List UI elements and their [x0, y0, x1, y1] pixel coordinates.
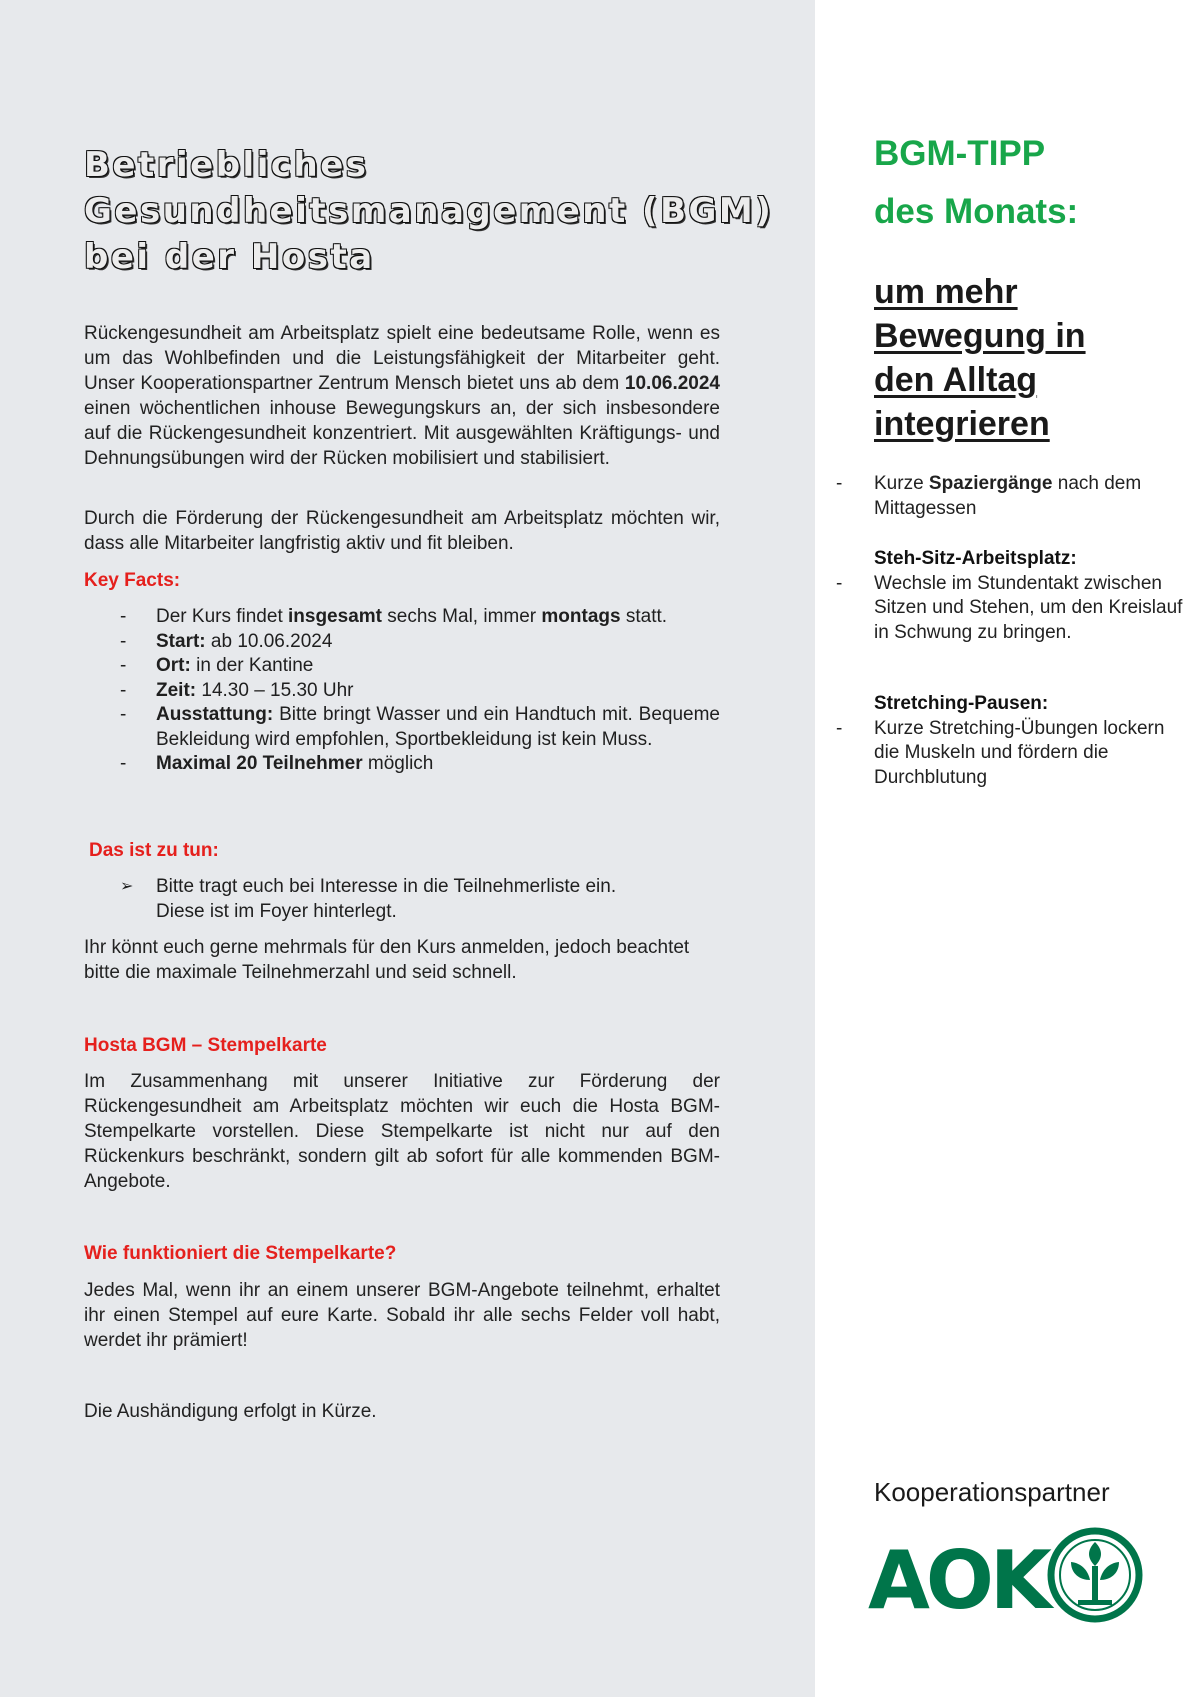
tip-standing-desk [836, 547, 1186, 645]
list-item: - Kurze Stretching-Übungen lockern die Muskeln und fördern die Durchblutung [836, 717, 1165, 788]
list-item: - Maximal 20 Teilnehmer möglich [120, 753, 434, 774]
todo-note: Ihr könnt euch gerne mehrmals für den Kurs anmelden, jedoch beachtet bitte die maximale Teilnehmerzahl und seid schnell. [84, 937, 690, 983]
page-title [84, 142, 784, 280]
right-column-background [815, 0, 1200, 1697]
course-start-date: 10.06.2024 [624, 373, 720, 394]
tipp-subheading: um mehr Bewegung in den Alltag integrieren [874, 273, 1086, 443]
aok-logo-text: AOK [868, 1534, 1048, 1627]
tip-label: Steh-Sitz-Arbeitsplatz: [874, 548, 1077, 569]
stempelkarte-heading: Hosta BGM – Stempelkarte [84, 1035, 327, 1056]
arrow-bullet-icon: ➢ [120, 878, 134, 895]
closing-note: Die Aushändigung erfolgt in Kürze. [84, 1401, 377, 1422]
title-line: Gesundheitsmanagement (BGM) [84, 191, 774, 231]
aok-tree-icon [1051, 1531, 1139, 1619]
partner-label: Kooperationspartner [874, 1477, 1110, 1507]
tip-walks [836, 472, 1186, 521]
todo-heading: Das ist zu tun: [89, 840, 219, 861]
tipp-heading: BGM-TIPP des Monats: [874, 134, 1079, 231]
list-item: - Der Kurs findet insgesamt sechs Mal, immer montags statt. [120, 606, 668, 627]
title-line: bei der Hosta [84, 237, 375, 277]
key-facts-heading: Key Facts: [84, 570, 181, 591]
intro-paragraph-1: Rückengesundheit am Arbeitsplatz spielt eine bedeutsame Rolle, wenn es um das Wohlbefinden und die Leistungsfähigkeit der Mitarbeiter geht. Unser Kooperationspartner Zentrum Mensch bietet uns ab dem 10.06.2024 einen wöchentlichen inhouse Bewegungskurs an, der sich insbesondere auf die Rückengesundheit konzentriert. Mit ausgewählten Kräftigungs- und Dehnungsübungen wird der Rücken mobilisiert und stabilisiert. [84, 323, 720, 469]
key-facts-list [84, 605, 720, 777]
intro-paragraph-2: Durch die Förderung der Rückengesundheit am Arbeitsplatz möchten wir, dass alle Mitarbeiter langfristig aktiv und fit bleiben. [84, 508, 720, 554]
list-item: - Wechsle im Stundentakt zwischen Sitzen und Stehen, um den Kreislauf in Schwung zu bringen. [836, 572, 1183, 643]
list-item: - Ausstattung: Bitte bringt Wasser und ein Handtuch mit. Bequeme Bekleidung wird empfohlen, Sportbekleidung ist kein Muss. [120, 704, 720, 750]
funktion-heading: Wie funktioniert die Stempelkarte? [84, 1243, 397, 1264]
stempelkarte-paragraph: Im Zusammenhang mit unserer Initiative zur Förderung der Rückengesundheit am Arbeitsplatz möchten wir euch die Hosta BGM-Stempelkarte vorstellen. Diese Stempelkarte ist nicht nur auf den Rückenkurs beschränkt, sondern gilt ab sofort für alle kommenden BGM-Angebote. [84, 1071, 720, 1192]
aok-logo [868, 1520, 1148, 1630]
list-item: - Start: ab 10.06.2024 [120, 630, 333, 652]
title-line: Betriebliches [84, 145, 369, 185]
tip-stretching [836, 692, 1186, 790]
list-item: - Kurze Spaziergänge nach dem Mittagessen [836, 473, 1142, 519]
todo-list [84, 875, 720, 924]
funktion-paragraph: Jedes Mal, wenn ihr an einem unserer BGM-Angebote teilnehmt, erhaltet ihr einen Stempel auf eure Karte. Sobald ihr alle sechs Felder voll habt, werdet ihr prämiert! [84, 1280, 720, 1351]
tip-label: Stretching-Pausen: [874, 693, 1049, 714]
list-item: ➢ Bitte tragt euch bei Interesse in die Teilnehmerliste ein. Diese ist im Foyer hinterlegt. [120, 876, 617, 922]
list-item: - Ort: in der Kantine [120, 655, 314, 676]
list-item: - Zeit: 14.30 – 15.30 Uhr [120, 679, 354, 701]
